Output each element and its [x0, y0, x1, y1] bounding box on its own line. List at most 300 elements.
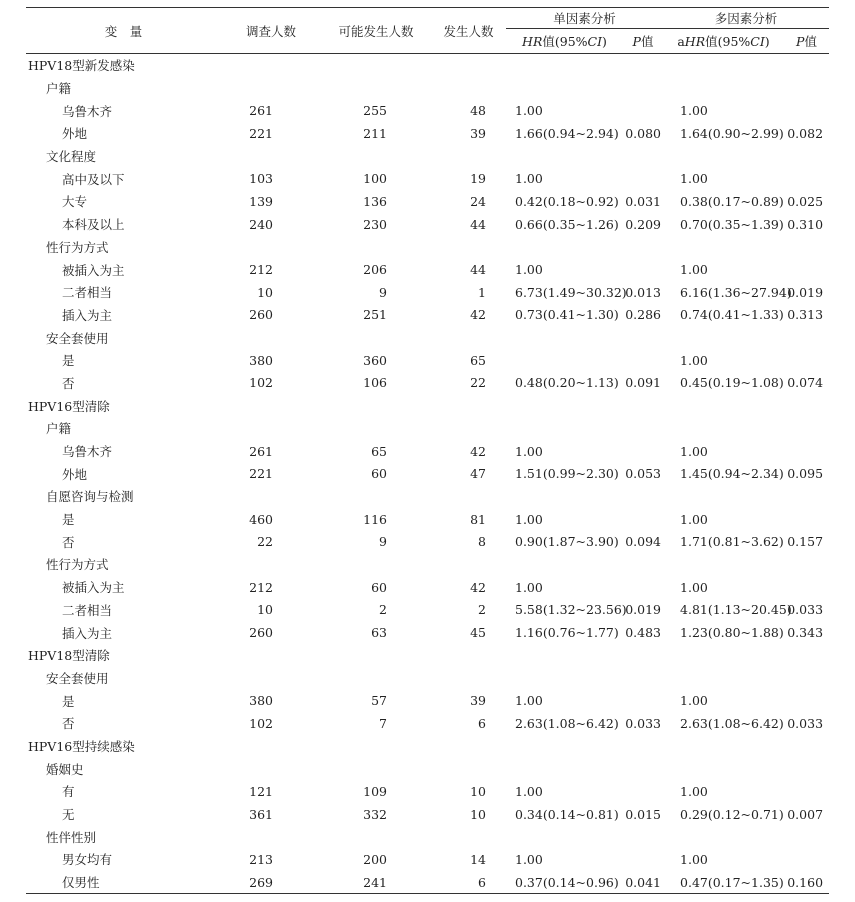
variable-cell: 二者相当: [62, 285, 113, 301]
table-row: [26, 508, 829, 531]
table-row: [26, 304, 829, 327]
hr-cell: 6.73(1.49~30.32): [515, 284, 627, 300]
p-value-cell: [623, 825, 663, 848]
p-value-cell: [623, 440, 663, 463]
ahr-cell: 1.00: [680, 579, 708, 595]
variable-cell: 否: [62, 716, 75, 732]
survey-count-cell: 213: [249, 851, 273, 867]
variable-cell: 性行为方式: [46, 239, 109, 255]
adjusted-p-value-cell: [784, 848, 829, 871]
survey-count-cell: 10: [257, 602, 273, 618]
table-row: [26, 372, 829, 395]
event-count-cell: 81: [470, 511, 486, 527]
p-value-cell: 0.094: [625, 534, 662, 550]
event-count-cell: 42: [470, 307, 486, 323]
hr-cell: [506, 54, 623, 77]
adjusted-p-value-cell: 0.343: [787, 625, 824, 641]
possible-count-cell: [321, 485, 431, 508]
p-value-cell: [623, 326, 663, 349]
survey-count-cell: 22: [257, 534, 273, 550]
event-count-cell: [431, 644, 506, 667]
table-row: [26, 190, 829, 213]
adjusted-p-value-cell: [784, 54, 829, 77]
hr-cell: [506, 485, 623, 508]
survey-count-cell: 103: [249, 171, 273, 187]
adjusted-p-value-cell: 0.025: [787, 193, 824, 209]
table-row: [26, 848, 829, 871]
hr-cell: 0.34(0.14~0.81): [515, 806, 619, 822]
variable-cell: 有: [62, 784, 75, 800]
adjusted-p-value-cell: 0.007: [787, 806, 824, 822]
factor-row: [26, 326, 829, 349]
event-count-cell: 45: [470, 625, 486, 641]
hr-cell: [506, 553, 623, 576]
ahr-cell: [663, 757, 784, 780]
event-count-cell: [431, 394, 506, 417]
section-row: [26, 394, 829, 417]
ahr-cell: 1.00: [680, 262, 708, 278]
adjusted-p-value-cell: [784, 417, 829, 440]
ahr-cell: 4.81(1.13~20.45): [680, 602, 792, 618]
adjusted-p-value-cell: [784, 757, 829, 780]
hr-cell: 1.00: [515, 851, 543, 867]
header-multivariate: 多因素分析: [663, 8, 829, 29]
hr-cell: [506, 349, 623, 372]
adjusted-p-value-cell: [784, 326, 829, 349]
hr-cell: 5.58(1.32~23.56): [515, 602, 627, 618]
variable-cell: 性行为方式: [46, 557, 109, 573]
adjusted-p-value-cell: 0.310: [787, 216, 824, 232]
hr-cell: 1.00: [515, 443, 543, 459]
ahr-cell: 1.00: [680, 171, 708, 187]
hr-cell: [506, 326, 623, 349]
table-row: [26, 440, 829, 463]
survey-count-cell: [221, 394, 321, 417]
event-count-cell: [431, 417, 506, 440]
adjusted-p-value-cell: [784, 485, 829, 508]
header-possible-count: 可能发生人数: [338, 23, 414, 39]
variable-cell: 男女均有: [62, 852, 113, 868]
p-value-cell: 0.013: [625, 284, 662, 300]
event-count-cell: [431, 667, 506, 690]
hr-cell: [506, 825, 623, 848]
ahr-cell: 1.00: [680, 511, 708, 527]
ahr-cell: [663, 553, 784, 576]
possible-count-cell: [321, 236, 431, 259]
possible-count-cell: 332: [363, 806, 387, 822]
survey-count-cell: [221, 326, 321, 349]
event-count-cell: [431, 145, 506, 168]
survey-count-cell: 221: [249, 466, 273, 482]
p-value-cell: [623, 394, 663, 417]
adjusted-p-value-cell: 0.074: [787, 375, 824, 391]
ahr-cell: [663, 667, 784, 690]
possible-count-cell: 106: [363, 375, 387, 391]
p-value-cell: 0.015: [625, 806, 662, 822]
survey-count-cell: [221, 553, 321, 576]
possible-count-cell: 100: [363, 171, 387, 187]
table-row: [26, 576, 829, 599]
factor-row: [26, 825, 829, 848]
p-value-cell: [623, 576, 663, 599]
survey-count-cell: [221, 485, 321, 508]
possible-count-cell: [321, 417, 431, 440]
possible-count-cell: 200: [363, 851, 387, 867]
p-value-cell: [623, 735, 663, 758]
hr-cell: 0.42(0.18~0.92): [515, 193, 619, 209]
hr-cell: [506, 757, 623, 780]
table-row: [26, 462, 829, 485]
adjusted-p-value-cell: [784, 667, 829, 690]
ahr-cell: 0.74(0.41~1.33): [680, 307, 784, 323]
event-count-cell: 10: [470, 783, 486, 799]
p-value-cell: [623, 689, 663, 712]
ahr-cell: 0.45(0.19~1.08): [680, 375, 784, 391]
survey-count-cell: [221, 667, 321, 690]
adjusted-p-value-cell: [784, 780, 829, 803]
event-count-cell: 24: [470, 193, 486, 209]
possible-count-cell: 136: [363, 193, 387, 209]
adjusted-p-value-cell: [784, 508, 829, 531]
ahr-cell: [663, 394, 784, 417]
ahr-cell: [663, 485, 784, 508]
table-row: [26, 621, 829, 644]
ahr-cell: [663, 77, 784, 100]
event-count-cell: [431, 54, 506, 77]
ahr-cell: [663, 735, 784, 758]
adjusted-p-value-cell: [784, 735, 829, 758]
ahr-cell: 1.00: [680, 693, 708, 709]
hr-cell: 1.00: [515, 693, 543, 709]
survey-count-cell: 269: [249, 874, 273, 890]
possible-count-cell: 65: [371, 443, 387, 459]
possible-count-cell: 241: [363, 874, 387, 890]
hr-cell: 1.00: [515, 171, 543, 187]
adjusted-p-value-cell: [784, 689, 829, 712]
event-count-cell: [431, 485, 506, 508]
event-count-cell: [431, 77, 506, 100]
table-row: [26, 780, 829, 803]
possible-count-cell: [321, 77, 431, 100]
survey-count-cell: 380: [249, 693, 273, 709]
event-count-cell: 1: [478, 284, 486, 300]
hr-cell: 1.00: [515, 579, 543, 595]
p-value-cell: 0.019: [625, 602, 662, 618]
survey-count-cell: [221, 825, 321, 848]
variable-cell: 乌鲁木齐: [62, 103, 113, 119]
hr-cell: 0.66(0.35~1.26): [515, 216, 619, 232]
ahr-cell: [663, 326, 784, 349]
event-count-cell: [431, 825, 506, 848]
hr-cell: 0.48(0.20~1.13): [515, 375, 619, 391]
hr-cell: [506, 236, 623, 259]
possible-count-cell: 2: [379, 602, 387, 618]
hr-cell: 1.51(0.99~2.30): [515, 466, 619, 482]
table-row: [26, 712, 829, 735]
variable-cell: 户籍: [46, 421, 72, 437]
hr-cell: 0.37(0.14~0.96): [515, 874, 619, 890]
hr-cell: 1.66(0.94~2.94): [515, 125, 619, 141]
event-count-cell: 19: [470, 171, 486, 187]
ahr-cell: 1.00: [680, 783, 708, 799]
possible-count-cell: [321, 553, 431, 576]
variable-cell: 大专: [62, 194, 88, 210]
header-p-value: P值: [632, 34, 654, 49]
ahr-cell: 0.38(0.17~0.89): [680, 193, 784, 209]
event-count-cell: 48: [470, 103, 486, 119]
survey-count-cell: 261: [249, 103, 273, 119]
table-row: [26, 803, 829, 826]
event-count-cell: 2: [478, 602, 486, 618]
section-row: [26, 644, 829, 667]
p-value-cell: [623, 848, 663, 871]
adjusted-p-value-cell: [784, 394, 829, 417]
possible-count-cell: [321, 326, 431, 349]
p-value-cell: [623, 417, 663, 440]
ahr-cell: 0.70(0.35~1.39): [680, 216, 784, 232]
survey-count-cell: [221, 54, 321, 77]
hr-cell: [506, 145, 623, 168]
event-count-cell: 14: [470, 851, 486, 867]
survey-count-cell: 102: [249, 375, 273, 391]
p-value-cell: [623, 757, 663, 780]
table-row: [26, 167, 829, 190]
possible-count-cell: [321, 667, 431, 690]
event-count-cell: 39: [470, 125, 486, 141]
adjusted-p-value-cell: [784, 77, 829, 100]
adjusted-p-value-cell: 0.095: [787, 466, 824, 482]
variable-cell: 乌鲁木齐: [62, 444, 113, 460]
possible-count-cell: [321, 644, 431, 667]
variable-cell: 被插入为主: [62, 262, 125, 278]
survey-count-cell: 380: [249, 352, 273, 368]
p-value-cell: 0.209: [625, 216, 662, 232]
possible-count-cell: 206: [363, 262, 387, 278]
p-value-cell: [623, 145, 663, 168]
ahr-cell: 1.45(0.94~2.34): [680, 466, 784, 482]
variable-cell: 插入为主: [62, 625, 113, 641]
survey-count-cell: [221, 735, 321, 758]
p-value-cell: [623, 77, 663, 100]
survey-count-cell: [221, 757, 321, 780]
variable-cell: 安全套使用: [46, 670, 109, 686]
possible-count-cell: 60: [371, 466, 387, 482]
adjusted-p-value-cell: [784, 576, 829, 599]
adjusted-p-value-cell: [784, 440, 829, 463]
adjusted-p-value-cell: 0.160: [787, 874, 824, 890]
variable-cell: 是: [62, 693, 75, 709]
possible-count-cell: [321, 394, 431, 417]
adjusted-p-value-cell: [784, 644, 829, 667]
table-row: [26, 349, 829, 372]
adjusted-p-value-cell: [784, 145, 829, 168]
adjusted-p-value-cell: 0.157: [787, 534, 824, 550]
p-value-cell: [623, 508, 663, 531]
adjusted-p-value-cell: [784, 236, 829, 259]
event-count-cell: [431, 553, 506, 576]
possible-count-cell: [321, 757, 431, 780]
variable-cell: 否: [62, 375, 75, 391]
ahr-cell: 1.00: [680, 443, 708, 459]
variable-cell: 本科及以上: [62, 217, 125, 233]
event-count-cell: 47: [470, 466, 486, 482]
survey-count-cell: 121: [249, 783, 273, 799]
survey-count-cell: [221, 644, 321, 667]
hr-cell: 1.00: [515, 103, 543, 119]
survey-count-cell: [221, 236, 321, 259]
variable-cell: 仅男性: [62, 875, 100, 891]
hr-cell: 1.00: [515, 262, 543, 278]
table-row: [26, 122, 829, 145]
possible-count-cell: 9: [379, 284, 387, 300]
variable-cell: 是: [62, 512, 75, 528]
table-row: [26, 599, 829, 622]
p-value-cell: [623, 644, 663, 667]
hr-cell: 2.63(1.08~6.42): [515, 715, 619, 731]
p-value-cell: [623, 54, 663, 77]
ahr-cell: 1.23(0.80~1.88): [680, 625, 784, 641]
variable-cell: 户籍: [46, 81, 72, 97]
ahr-cell: 6.16(1.36~27.94): [680, 284, 792, 300]
hr-cell: 1.00: [515, 783, 543, 799]
survey-count-cell: 240: [249, 216, 273, 232]
adjusted-p-value-cell: [784, 349, 829, 372]
event-count-cell: 6: [478, 874, 486, 890]
table-row: [26, 281, 829, 304]
p-value-cell: 0.031: [625, 193, 662, 209]
survey-count-cell: 212: [249, 579, 273, 595]
variable-cell: 高中及以下: [62, 171, 125, 187]
hazard-ratio-table: [26, 7, 829, 894]
p-value-cell: 0.286: [625, 307, 662, 323]
p-value-cell: [623, 167, 663, 190]
event-count-cell: 42: [470, 443, 486, 459]
ahr-cell: 1.64(0.90~2.99): [680, 125, 784, 141]
table-header: [26, 8, 829, 54]
p-value-cell: [623, 99, 663, 122]
variable-cell: 被插入为主: [62, 580, 125, 596]
header-event-count: 发生人数: [443, 23, 494, 39]
p-value-cell: [623, 485, 663, 508]
possible-count-cell: 109: [363, 783, 387, 799]
factor-row: [26, 485, 829, 508]
variable-cell: 婚姻史: [46, 761, 84, 777]
event-count-cell: 65: [470, 352, 486, 368]
possible-count-cell: 57: [371, 693, 387, 709]
possible-count-cell: 360: [363, 352, 387, 368]
survey-count-cell: [221, 145, 321, 168]
header-adjusted-p-value: P值: [796, 34, 817, 49]
hr-cell: [506, 417, 623, 440]
ahr-cell: [663, 236, 784, 259]
p-value-cell: 0.041: [625, 874, 662, 890]
ahr-cell: [663, 825, 784, 848]
table-row: [26, 689, 829, 712]
survey-count-cell: 10: [257, 284, 273, 300]
event-count-cell: 10: [470, 806, 486, 822]
factor-row: [26, 757, 829, 780]
survey-count-cell: [221, 77, 321, 100]
survey-count-cell: 460: [249, 511, 273, 527]
event-count-cell: [431, 735, 506, 758]
variable-cell: 是: [62, 353, 75, 369]
event-count-cell: 44: [470, 216, 486, 232]
factor-row: [26, 553, 829, 576]
hr-cell: [506, 644, 623, 667]
table-row: [26, 99, 829, 122]
variable-cell: HPV16型持续感染: [28, 738, 135, 754]
possible-count-cell: [321, 54, 431, 77]
p-value-cell: [623, 349, 663, 372]
header-univariate: 单因素分析: [506, 8, 663, 29]
variable-cell: 插入为主: [62, 307, 113, 323]
survey-count-cell: 139: [249, 193, 273, 209]
event-count-cell: 8: [478, 534, 486, 550]
variable-cell: 否: [62, 534, 75, 550]
possible-count-cell: 60: [371, 579, 387, 595]
p-value-cell: [623, 236, 663, 259]
p-value-cell: 0.033: [625, 715, 662, 731]
hr-cell: 1.00: [515, 511, 543, 527]
possible-count-cell: 63: [371, 625, 387, 641]
adjusted-p-value-cell: 0.082: [787, 125, 824, 141]
p-value-cell: 0.053: [625, 466, 662, 482]
survey-count-cell: 260: [249, 307, 273, 323]
adjusted-p-value-cell: [784, 825, 829, 848]
ahr-cell: [663, 644, 784, 667]
p-value-cell: 0.091: [625, 375, 662, 391]
possible-count-cell: 9: [379, 534, 387, 550]
factor-row: [26, 145, 829, 168]
p-value-cell: [623, 553, 663, 576]
survey-count-cell: 361: [249, 806, 273, 822]
adjusted-p-value-cell: 0.019: [787, 284, 824, 300]
possible-count-cell: [321, 145, 431, 168]
hr-cell: 0.73(0.41~1.30): [515, 307, 619, 323]
ahr-cell: 1.00: [680, 103, 708, 119]
factor-row: [26, 77, 829, 100]
header-ahr: aHR值(95%CI): [677, 34, 770, 49]
hr-cell: [506, 735, 623, 758]
factor-row: [26, 667, 829, 690]
survey-count-cell: 212: [249, 262, 273, 278]
variable-cell: 外地: [62, 466, 88, 482]
ahr-cell: 1.71(0.81~3.62): [680, 534, 784, 550]
p-value-cell: [623, 258, 663, 281]
ahr-cell: 2.63(1.08~6.42): [680, 715, 784, 731]
p-value-cell: 0.080: [625, 125, 662, 141]
variable-cell: 性伴性别: [46, 829, 97, 845]
event-count-cell: [431, 326, 506, 349]
event-count-cell: 22: [470, 375, 486, 391]
hr-cell: 1.16(0.76~1.77): [515, 625, 619, 641]
survey-count-cell: 261: [249, 443, 273, 459]
variable-cell: 二者相当: [62, 602, 113, 618]
factor-row: [26, 417, 829, 440]
p-value-cell: 0.483: [625, 625, 662, 641]
section-row: [26, 735, 829, 758]
possible-count-cell: [321, 825, 431, 848]
possible-count-cell: 116: [363, 511, 387, 527]
variable-cell: 无: [62, 807, 75, 823]
header-survey-count: 调查人数: [245, 23, 296, 39]
possible-count-cell: 211: [363, 125, 387, 141]
variable-cell: 外地: [62, 126, 88, 142]
p-value-cell: [623, 780, 663, 803]
survey-count-cell: 102: [249, 715, 273, 731]
event-count-cell: 39: [470, 693, 486, 709]
possible-count-cell: 251: [363, 307, 387, 323]
